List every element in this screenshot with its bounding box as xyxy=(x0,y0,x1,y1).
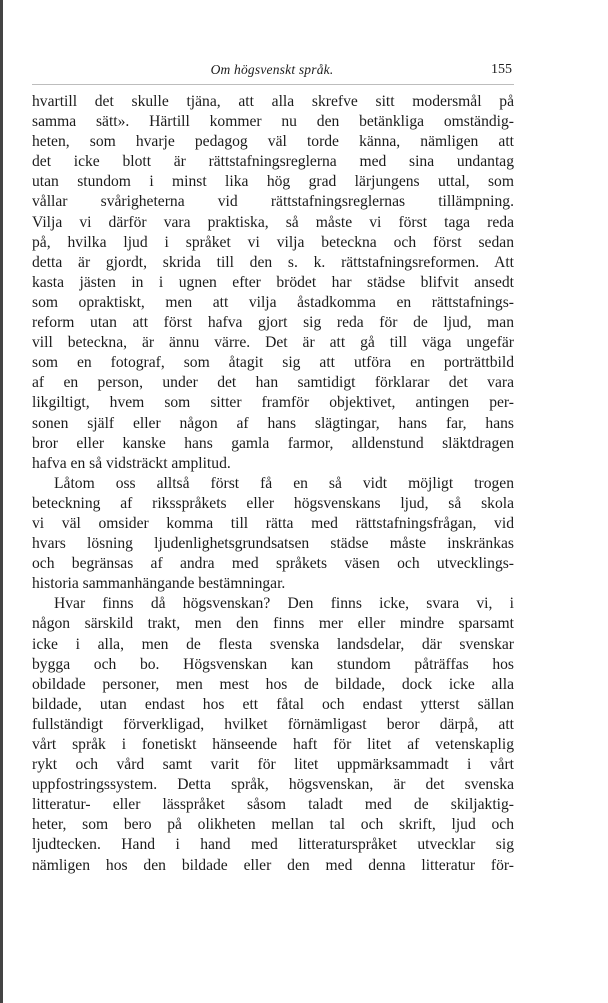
text-line: fullständigt förverkligad, hvilket förnämligast beror därpå, att xyxy=(32,715,514,733)
body-text xyxy=(32,92,514,876)
text-line: hvars lösning ljudenlighetsgrundsatsen städse måste inskränkas xyxy=(32,535,514,553)
text-line: likgiltigt, hvem som sitter framför objektivet, antingen per- xyxy=(32,394,514,412)
text-line: bror eller kanske hans gamla farmor, alldenstund släktdragen xyxy=(32,434,514,452)
text-line: ljudtecken. Hand i hand med litteraturspråket utvecklar sig xyxy=(32,836,514,854)
text-line: heter, som bero på olikheten mellan tal och skrift, ljud och xyxy=(32,816,514,834)
text-line: Låtom oss alltså först få en så vidt möjligt trogen xyxy=(54,474,514,492)
text-line: obildade personer, men mest hos de bildade, dock icke alla xyxy=(32,675,514,693)
text-line: hafva en så vidsträckt amplitud. xyxy=(32,454,231,472)
text-line: vårt språk i fonetiskt hänseende haft för litet af vetenskaplig xyxy=(32,736,514,753)
text-line: litteratur- eller lässpråket såsom taladt med de skiljaktig- xyxy=(32,796,514,814)
text-line: bygga och bo. Högsvenskan kan stundom påträffas hos xyxy=(32,655,514,673)
text-line: vill beteckna, är ännu värre. Det är att gå till väga ungefär xyxy=(32,334,514,352)
text-line: hvartill det skulle tjäna, att alla skrefve sitt modersmål på xyxy=(32,93,514,110)
text-line: rykt och vård samt varit för litet uppmärksammadt i vårt xyxy=(32,756,514,774)
text-line: heten, som hvarje pedagog väl torde känna, nämligen att xyxy=(32,133,514,151)
text-line: uppfostringssystem. Detta språk, högsvenskan, är det svenska xyxy=(32,776,514,794)
text-line: Vilja vi därför vara praktiska, så måste vi först taga reda xyxy=(32,213,514,231)
text-line: vi väl omsider komma till rätta med rättstafningsfrågan, vid xyxy=(32,514,514,532)
text-line: reform utan att först hafva gjort sig reda för de ljud, man xyxy=(32,314,514,332)
text-line: och begränsas af andra med språkets väsen och utvecklings- xyxy=(32,555,514,573)
header-rule xyxy=(32,84,514,85)
text-line: sonen själf eller någon af hans slägtingar, hans far, hans xyxy=(32,414,514,432)
text-line: icke i alla, men de flesta svenska landsdelar, där svenskar xyxy=(32,635,514,653)
text-line: historia sammanhängande bestämningar. xyxy=(32,575,286,593)
text-line: som opraktiskt, men att vilja åstadkomma en rättstafnings- xyxy=(32,293,514,311)
text-line: kasta jästen in i ugnen efter brödet har städse blifvit ansedt xyxy=(32,273,514,291)
text-line: bildade, utan endast hos ett fåtal och endast ytterst sällan xyxy=(32,695,514,713)
text-line: någon särskild trakt, men den finns mer eller mindre sparsamt xyxy=(32,615,514,633)
text-line: vållar svårigheterna vid rättstafningsreglernas tillämpning. xyxy=(32,193,514,211)
text-line: af en person, under det han samtidigt förklarar det vara xyxy=(32,374,514,392)
text-line: detta är gjordt, skrida till den s. k. rättstafningsreformen. Att xyxy=(32,253,514,271)
text-line: på, hvilka ljud i språket vi vilja beteckna och först sedan xyxy=(32,233,514,251)
text-line: som en fotograf, som åtagit sig att utföra en porträttbild xyxy=(32,354,514,372)
text-line: det icke blott är rättstafningsreglerna med sina undantag xyxy=(32,153,514,171)
text-line: beteckning af riksspråkets eller högsvenskans ljud, så skola xyxy=(32,494,514,512)
running-title: Om högsvenskt språk. xyxy=(210,62,334,77)
text-line: samma sätt». Härtill kommer nu den betänkliga omständig- xyxy=(32,113,514,131)
text-line: utan stundom i minst lika hög grad lärjungens uttal, som xyxy=(32,173,514,191)
text-line: Hvar finns då högsvenskan? Den finns icke, svara vi, i xyxy=(54,595,514,613)
page-number: 155 xyxy=(491,62,512,77)
text-line: nämligen hos den bildade eller den med denna litteratur för- xyxy=(32,856,514,874)
scan-edge xyxy=(0,0,3,1003)
page-header xyxy=(32,62,512,84)
